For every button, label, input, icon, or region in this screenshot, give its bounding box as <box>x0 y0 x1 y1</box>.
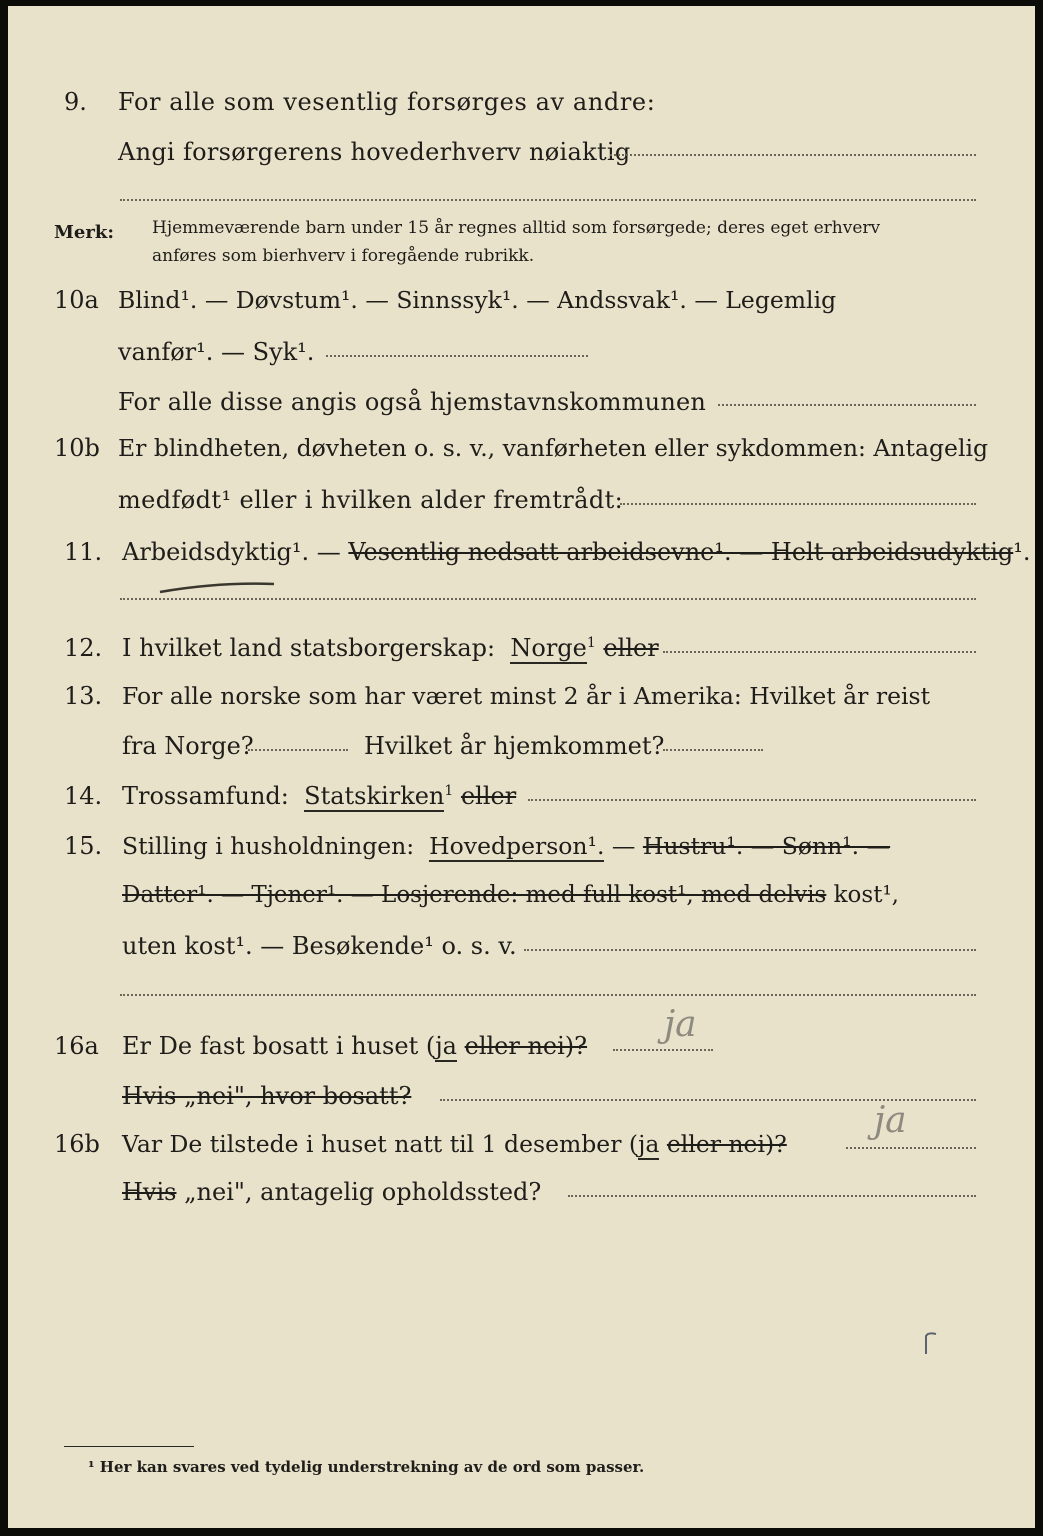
item-14-state-church-answer: Statskirken <box>304 782 445 810</box>
note-line-1: Hjemmeværende barn under 15 år regnes alltid som forsørgede; deres eget erhverv <box>152 218 881 238</box>
item-9-question: For alle som vesentlig forsørges av andre: <box>118 88 656 116</box>
item-16b-yes-answer: ja <box>638 1130 660 1158</box>
item-16b-struck-or-no: eller nei)? <box>666 1130 787 1158</box>
item-16b-question <box>122 1130 787 1158</box>
item-16a-question <box>122 1032 587 1060</box>
item-13-left-norway-label: fra Norge? <box>122 732 254 760</box>
item-16a-answer-line <box>613 1049 713 1051</box>
item-13-returned-label: Hvilket år hjemkommet? <box>364 732 665 760</box>
item-16b-label: Var De tilstede i huset natt til 1 desember ( <box>122 1130 639 1158</box>
item-16b-residence-label: „nei", antagelig opholdssted? <box>176 1178 542 1206</box>
note-label: Merk: <box>54 222 114 243</box>
item-13-left-year-line <box>248 749 348 751</box>
item-10a-conditions: Blind¹. — Døvstum¹. — Sinnssyk¹. — Andssvak¹. — Legemlig <box>118 286 837 314</box>
census-form-page <box>8 6 1035 1528</box>
item-16b-answer-line <box>846 1147 976 1149</box>
item-10a-number: 10a <box>54 286 99 314</box>
item-11-struck-options: Vesentlig nedsatt arbeidsevne¹. — Helt arbeidsudyktig <box>348 538 1014 566</box>
footnote: ¹ Her kan svares ved tydelig understrekning av de ord som passer. <box>88 1458 645 1476</box>
item-12-label: I hvilket land statsborgerskap: <box>122 634 496 662</box>
item-14-label: Trossamfund: <box>122 782 289 810</box>
item-10a-home-municipality-label: For alle disse angis også hjemstavnskommunen <box>118 388 707 416</box>
item-9-number: 9. <box>64 88 87 116</box>
item-16a-label: Er De fast bosatt i huset ( <box>122 1032 436 1060</box>
item-16b-struck-if: Hvis <box>122 1178 177 1206</box>
item-10a-conditions-cont: vanfør¹. — Syk¹. <box>118 338 315 366</box>
item-12-answer-line <box>663 651 976 653</box>
pencil-mark <box>920 1328 944 1358</box>
item-16a-handwritten-answer: ja <box>664 1004 697 1045</box>
item-14-answer-line <box>528 799 976 801</box>
item-16a-struck-if-no: Hvis „nei", hvor bosatt? <box>122 1082 412 1110</box>
item-12-footnote-ref: 1 <box>586 635 596 651</box>
item-15-label: Stilling i husholdningen: <box>122 832 415 860</box>
item-11-underline-mark <box>158 578 278 598</box>
item-14-religion <box>122 782 516 810</box>
item-10a-answer-line <box>326 355 588 357</box>
item-15-answer-line <box>524 949 976 951</box>
note-line-2: anføres som bierhverv i foregående rubrikk. <box>152 246 535 266</box>
item-11-options <box>122 538 1031 566</box>
item-16a-struck-or-no: eller nei)? <box>464 1032 588 1060</box>
item-16b-handwritten-answer: ja <box>874 1100 907 1141</box>
item-15-struck-wife-son: Hustru¹. — Sønn¹. — <box>642 832 891 860</box>
item-15-board-option: kost¹, <box>826 882 899 908</box>
item-14-struck-or: eller <box>460 782 517 810</box>
item-12-citizenship <box>122 634 659 662</box>
item-11-dash: — <box>309 538 349 566</box>
footnote-rule <box>64 1446 194 1447</box>
item-15-options-end: uten kost¹. — Besøkende¹ o. s. v. <box>122 932 517 960</box>
item-14-footnote-ref: 1 <box>444 783 454 799</box>
item-13-number: 13. <box>64 682 103 710</box>
item-12-number: 12. <box>64 634 103 662</box>
item-11-footnote-ref: ¹. <box>1013 538 1031 566</box>
item-16b-number: 16b <box>54 1130 100 1158</box>
item-9-answer-line-2 <box>120 199 976 201</box>
item-10a-municipality-line <box>718 404 976 406</box>
item-13-returned-year-line <box>663 749 763 751</box>
item-16b-followup <box>122 1178 541 1206</box>
item-11-answer-line <box>120 598 976 600</box>
item-13-question: For alle norske som har været minst 2 år i Amerika: Hvilket år reist <box>122 682 931 710</box>
item-10b-question-cont: medfødt¹ eller i hvilken alder fremtrådt: <box>118 486 624 514</box>
item-9-occupation-label: Angi forsørgerens hovederhverv nøiaktig <box>118 138 631 166</box>
item-16a-yes-answer: ja <box>435 1032 457 1060</box>
item-9-answer-line <box>610 154 976 156</box>
item-15-dash: — <box>604 832 643 860</box>
item-15-options-cont <box>122 882 899 908</box>
item-10b-number: 10b <box>54 434 100 462</box>
item-12-norway-answer: Norge <box>510 634 587 662</box>
item-10b-answer-line <box>620 503 976 505</box>
item-11-able-to-work: Arbeidsdyktig¹. <box>122 538 310 566</box>
item-11-number: 11. <box>64 538 103 566</box>
item-12-struck-or: eller <box>603 634 659 662</box>
item-14-number: 14. <box>64 782 103 810</box>
item-10b-question: Er blindheten, døvheten o. s. v., vanførheten eller sykdommen: Antagelig <box>118 434 989 462</box>
item-15-number: 15. <box>64 832 103 860</box>
item-15-struck-options: Datter¹. — Tjener¹. — Losjerende: med full kost¹, med delvis <box>122 882 827 908</box>
item-16b-followup-line <box>568 1195 976 1197</box>
item-16a-followup <box>122 1082 411 1110</box>
item-15-answer-line-2 <box>120 994 976 996</box>
item-15-head-of-household-answer: Hovedperson¹. <box>429 832 605 860</box>
item-16a-number: 16a <box>54 1032 99 1060</box>
item-15-household-position <box>122 832 890 860</box>
